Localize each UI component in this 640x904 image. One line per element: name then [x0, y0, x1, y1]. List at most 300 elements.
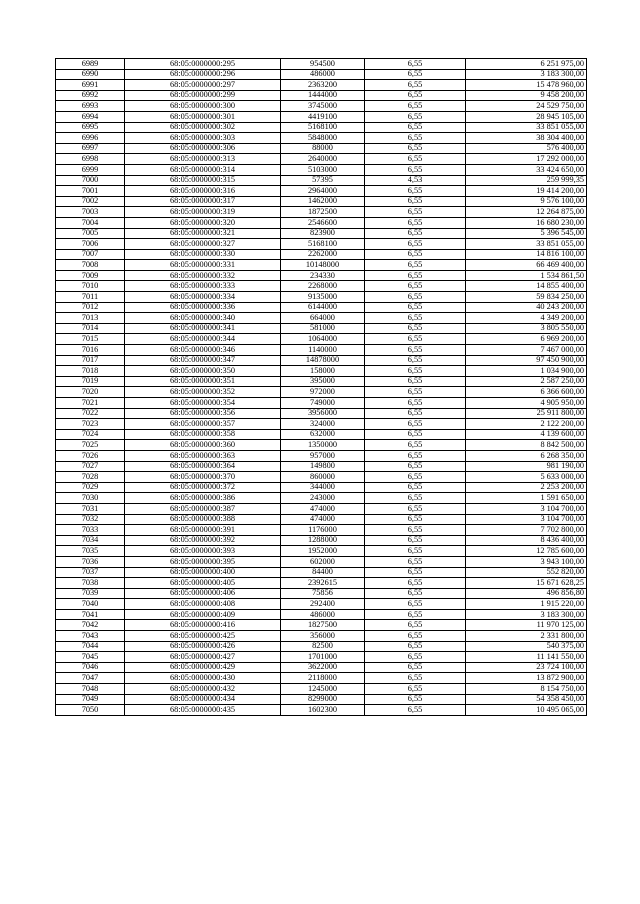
rate-cell: 6,55: [365, 154, 466, 165]
table-row: [56, 525, 587, 536]
table-row: [56, 482, 587, 493]
area-cell: 1701000: [281, 652, 365, 663]
table-row: [56, 249, 587, 260]
cadastral-number-cell: 68:05:0000000:364: [125, 461, 281, 472]
rate-cell: 6,55: [365, 302, 466, 313]
cadastral-number-cell: 68:05:0000000:434: [125, 694, 281, 705]
cadastral-number-cell: 68:05:0000000:427: [125, 652, 281, 663]
table-body: [56, 59, 587, 716]
table-row: [56, 302, 587, 313]
cadastral-number-cell: 68:05:0000000:341: [125, 323, 281, 334]
amount-cell: 981 190,00: [466, 461, 587, 472]
table-row: [56, 503, 587, 514]
area-cell: 3745000: [281, 101, 365, 112]
area-cell: 292400: [281, 599, 365, 610]
rate-cell: 6,55: [365, 207, 466, 218]
table-row: [56, 164, 587, 175]
cadastral-number-cell: 68:05:0000000:435: [125, 705, 281, 716]
cadastral-number-cell: 68:05:0000000:344: [125, 334, 281, 345]
cadastral-number-cell: 68:05:0000000:331: [125, 260, 281, 271]
rate-cell: 6,55: [365, 546, 466, 557]
table-row: [56, 154, 587, 165]
amount-cell: 16 680 230,00: [466, 217, 587, 228]
area-cell: 1350000: [281, 440, 365, 451]
amount-cell: 97 450 900,00: [466, 355, 587, 366]
cadastral-number-cell: 68:05:0000000:351: [125, 376, 281, 387]
row-number-cell: 7007: [56, 249, 125, 260]
area-cell: 344000: [281, 482, 365, 493]
rate-cell: 6,55: [365, 345, 466, 356]
amount-cell: 259 999,35: [466, 175, 587, 186]
amount-cell: 66 469 400,00: [466, 260, 587, 271]
rate-cell: 6,55: [365, 429, 466, 440]
cadastral-number-cell: 68:05:0000000:302: [125, 122, 281, 133]
amount-cell: 14 816 100,00: [466, 249, 587, 260]
rate-cell: 6,55: [365, 609, 466, 620]
area-cell: 1952000: [281, 546, 365, 557]
table-row: [56, 546, 587, 557]
area-cell: 1245000: [281, 684, 365, 695]
rate-cell: 6,55: [365, 323, 466, 334]
row-number-cell: 6998: [56, 154, 125, 165]
table-row: [56, 196, 587, 207]
cadastral-number-cell: 68:05:0000000:320: [125, 217, 281, 228]
amount-cell: 7 702 800,00: [466, 525, 587, 536]
rate-cell: 4,53: [365, 175, 466, 186]
amount-cell: 6 251 975,00: [466, 59, 587, 70]
cadastral-number-cell: 68:05:0000000:358: [125, 429, 281, 440]
area-cell: 4419100: [281, 111, 365, 122]
rate-cell: 6,55: [365, 408, 466, 419]
table-row: [56, 101, 587, 112]
table-row: [56, 345, 587, 356]
amount-cell: 5 396 545,00: [466, 228, 587, 239]
area-cell: 234330: [281, 270, 365, 281]
cadastral-number-cell: 68:05:0000000:416: [125, 620, 281, 631]
table-row: [56, 535, 587, 546]
area-cell: 1288000: [281, 535, 365, 546]
row-number-cell: 7037: [56, 567, 125, 578]
area-cell: 1064000: [281, 334, 365, 345]
rate-cell: 6,55: [365, 122, 466, 133]
row-number-cell: 7049: [56, 694, 125, 705]
table-row: [56, 567, 587, 578]
cadastral-number-cell: 68:05:0000000:346: [125, 345, 281, 356]
row-number-cell: 7043: [56, 631, 125, 642]
cadastral-number-cell: 68:05:0000000:363: [125, 450, 281, 461]
rate-cell: 6,55: [365, 631, 466, 642]
area-cell: 972000: [281, 387, 365, 398]
amount-cell: 54 358 450,00: [466, 694, 587, 705]
rate-cell: 6,55: [365, 440, 466, 451]
cadastral-number-cell: 68:05:0000000:391: [125, 525, 281, 536]
table-row: [56, 281, 587, 292]
table-row: [56, 408, 587, 419]
row-number-cell: 7004: [56, 217, 125, 228]
amount-cell: 2 331 800,00: [466, 631, 587, 642]
row-number-cell: 7041: [56, 609, 125, 620]
table-row: [56, 90, 587, 101]
area-cell: 749000: [281, 398, 365, 409]
amount-cell: 40 243 200,00: [466, 302, 587, 313]
row-number-cell: 7009: [56, 270, 125, 281]
cadastral-number-cell: 68:05:0000000:372: [125, 482, 281, 493]
cadastral-number-cell: 68:05:0000000:333: [125, 281, 281, 292]
table-row: [56, 419, 587, 430]
rate-cell: 6,55: [365, 599, 466, 610]
row-number-cell: 7012: [56, 302, 125, 313]
rate-cell: 6,55: [365, 80, 466, 91]
table-row: [56, 599, 587, 610]
rate-cell: 6,55: [365, 334, 466, 345]
parcel-table: [55, 58, 587, 716]
row-number-cell: 7036: [56, 556, 125, 567]
rate-cell: 6,55: [365, 535, 466, 546]
cadastral-number-cell: 68:05:0000000:429: [125, 662, 281, 673]
table-row: [56, 461, 587, 472]
table-row: [56, 641, 587, 652]
row-number-cell: 7030: [56, 493, 125, 504]
amount-cell: 59 834 250,00: [466, 292, 587, 303]
table-row: [56, 694, 587, 705]
area-cell: 1872500: [281, 207, 365, 218]
row-number-cell: 7014: [56, 323, 125, 334]
table-row: [56, 69, 587, 80]
table-row: [56, 514, 587, 525]
area-cell: 2268000: [281, 281, 365, 292]
row-number-cell: 7006: [56, 239, 125, 250]
rate-cell: 6,55: [365, 90, 466, 101]
area-cell: 82500: [281, 641, 365, 652]
area-cell: 860000: [281, 472, 365, 483]
row-number-cell: 7002: [56, 196, 125, 207]
cadastral-number-cell: 68:05:0000000:319: [125, 207, 281, 218]
area-cell: 158000: [281, 366, 365, 377]
amount-cell: 6 268 350,00: [466, 450, 587, 461]
area-cell: 474000: [281, 503, 365, 514]
rate-cell: 6,55: [365, 376, 466, 387]
amount-cell: 6 366 600,00: [466, 387, 587, 398]
row-number-cell: 7018: [56, 366, 125, 377]
row-number-cell: 7048: [56, 684, 125, 695]
row-number-cell: 7044: [56, 641, 125, 652]
area-cell: 3956000: [281, 408, 365, 419]
rate-cell: 6,55: [365, 461, 466, 472]
amount-cell: 496 856,80: [466, 588, 587, 599]
rate-cell: 6,55: [365, 652, 466, 663]
table-row: [56, 673, 587, 684]
table-row: [56, 292, 587, 303]
cadastral-number-cell: 68:05:0000000:352: [125, 387, 281, 398]
table-row: [56, 387, 587, 398]
area-cell: 2546600: [281, 217, 365, 228]
cadastral-number-cell: 68:05:0000000:405: [125, 578, 281, 589]
row-number-cell: 7000: [56, 175, 125, 186]
row-number-cell: 7017: [56, 355, 125, 366]
table-row: [56, 705, 587, 716]
amount-cell: 25 911 800,00: [466, 408, 587, 419]
cadastral-number-cell: 68:05:0000000:301: [125, 111, 281, 122]
cadastral-number-cell: 68:05:0000000:316: [125, 186, 281, 197]
rate-cell: 6,55: [365, 228, 466, 239]
cadastral-number-cell: 68:05:0000000:296: [125, 69, 281, 80]
rate-cell: 6,55: [365, 556, 466, 567]
cadastral-number-cell: 68:05:0000000:332: [125, 270, 281, 281]
area-cell: 2262000: [281, 249, 365, 260]
cadastral-number-cell: 68:05:0000000:354: [125, 398, 281, 409]
table-row: [56, 122, 587, 133]
cadastral-number-cell: 68:05:0000000:387: [125, 503, 281, 514]
area-cell: 84400: [281, 567, 365, 578]
rate-cell: 6,55: [365, 270, 466, 281]
row-number-cell: 7021: [56, 398, 125, 409]
rate-cell: 6,55: [365, 313, 466, 324]
rate-cell: 6,55: [365, 514, 466, 525]
area-cell: 1827500: [281, 620, 365, 631]
amount-cell: 28 945 105,00: [466, 111, 587, 122]
rate-cell: 6,55: [365, 493, 466, 504]
amount-cell: 3 104 700,00: [466, 514, 587, 525]
cadastral-number-cell: 68:05:0000000:392: [125, 535, 281, 546]
cadastral-number-cell: 68:05:0000000:313: [125, 154, 281, 165]
amount-cell: 1 591 650,00: [466, 493, 587, 504]
row-number-cell: 7025: [56, 440, 125, 451]
cadastral-number-cell: 68:05:0000000:317: [125, 196, 281, 207]
row-number-cell: 7010: [56, 281, 125, 292]
row-number-cell: 7038: [56, 578, 125, 589]
row-number-cell: 7011: [56, 292, 125, 303]
row-number-cell: 7022: [56, 408, 125, 419]
rate-cell: 6,55: [365, 472, 466, 483]
rate-cell: 6,55: [365, 111, 466, 122]
amount-cell: 9 458 200,00: [466, 90, 587, 101]
row-number-cell: 7003: [56, 207, 125, 218]
row-number-cell: 7020: [56, 387, 125, 398]
table-row: [56, 429, 587, 440]
rate-cell: 6,55: [365, 419, 466, 430]
amount-cell: 33 851 055,00: [466, 122, 587, 133]
amount-cell: 2 122 200,00: [466, 419, 587, 430]
table-row: [56, 609, 587, 620]
cadastral-number-cell: 68:05:0000000:300: [125, 101, 281, 112]
table-row: [56, 472, 587, 483]
row-number-cell: 7033: [56, 525, 125, 536]
area-cell: 243000: [281, 493, 365, 504]
rate-cell: 6,55: [365, 662, 466, 673]
row-number-cell: 7034: [56, 535, 125, 546]
rate-cell: 6,55: [365, 641, 466, 652]
area-cell: 5168100: [281, 122, 365, 133]
area-cell: 5168100: [281, 239, 365, 250]
table-row: [56, 217, 587, 228]
rate-cell: 6,55: [365, 620, 466, 631]
amount-cell: 552 820,00: [466, 567, 587, 578]
rate-cell: 6,55: [365, 196, 466, 207]
cadastral-number-cell: 68:05:0000000:386: [125, 493, 281, 504]
amount-cell: 12 785 600,00: [466, 546, 587, 557]
amount-cell: 8 436 400,00: [466, 535, 587, 546]
row-number-cell: 7042: [56, 620, 125, 631]
rate-cell: 6,55: [365, 578, 466, 589]
area-cell: 2964000: [281, 186, 365, 197]
row-number-cell: 7032: [56, 514, 125, 525]
row-number-cell: 7046: [56, 662, 125, 673]
amount-cell: 11 141 550,00: [466, 652, 587, 663]
rate-cell: 6,55: [365, 482, 466, 493]
row-number-cell: 7040: [56, 599, 125, 610]
area-cell: 1140000: [281, 345, 365, 356]
row-number-cell: 7026: [56, 450, 125, 461]
area-cell: 75856: [281, 588, 365, 599]
row-number-cell: 7029: [56, 482, 125, 493]
area-cell: 486000: [281, 69, 365, 80]
amount-cell: 9 576 100,00: [466, 196, 587, 207]
table-row: [56, 186, 587, 197]
cadastral-number-cell: 68:05:0000000:314: [125, 164, 281, 175]
row-number-cell: 6989: [56, 59, 125, 70]
amount-cell: 3 943 100,00: [466, 556, 587, 567]
amount-cell: 4 139 600,00: [466, 429, 587, 440]
table-row: [56, 631, 587, 642]
cadastral-number-cell: 68:05:0000000:334: [125, 292, 281, 303]
cadastral-number-cell: 68:05:0000000:356: [125, 408, 281, 419]
amount-cell: 33 424 650,00: [466, 164, 587, 175]
area-cell: 356000: [281, 631, 365, 642]
row-number-cell: 6999: [56, 164, 125, 175]
amount-cell: 33 851 055,00: [466, 239, 587, 250]
area-cell: 5103000: [281, 164, 365, 175]
area-cell: 2118000: [281, 673, 365, 684]
cadastral-number-cell: 68:05:0000000:425: [125, 631, 281, 642]
area-cell: 14878000: [281, 355, 365, 366]
cadastral-number-cell: 68:05:0000000:400: [125, 567, 281, 578]
row-number-cell: 7019: [56, 376, 125, 387]
amount-cell: 2 253 200,00: [466, 482, 587, 493]
rate-cell: 6,55: [365, 249, 466, 260]
amount-cell: 15 671 628,25: [466, 578, 587, 589]
rate-cell: 6,55: [365, 186, 466, 197]
rate-cell: 6,55: [365, 398, 466, 409]
amount-cell: 24 529 750,00: [466, 101, 587, 112]
table-row: [56, 270, 587, 281]
rate-cell: 6,55: [365, 164, 466, 175]
cadastral-number-cell: 68:05:0000000:408: [125, 599, 281, 610]
row-number-cell: 7035: [56, 546, 125, 557]
row-number-cell: 7047: [56, 673, 125, 684]
area-cell: 149800: [281, 461, 365, 472]
table-row: [56, 578, 587, 589]
amount-cell: 3 104 700,00: [466, 503, 587, 514]
cadastral-number-cell: 68:05:0000000:350: [125, 366, 281, 377]
table-row: [56, 556, 587, 567]
row-number-cell: 7015: [56, 334, 125, 345]
cadastral-number-cell: 68:05:0000000:393: [125, 546, 281, 557]
area-cell: 954500: [281, 59, 365, 70]
amount-cell: 1 534 861,50: [466, 270, 587, 281]
table-row: [56, 80, 587, 91]
table-row: [56, 239, 587, 250]
rate-cell: 6,55: [365, 69, 466, 80]
rate-cell: 6,55: [365, 673, 466, 684]
row-number-cell: 7008: [56, 260, 125, 271]
area-cell: 1444000: [281, 90, 365, 101]
rate-cell: 6,55: [365, 355, 466, 366]
cadastral-number-cell: 68:05:0000000:432: [125, 684, 281, 695]
rate-cell: 6,55: [365, 450, 466, 461]
rate-cell: 6,55: [365, 101, 466, 112]
rate-cell: 6,55: [365, 217, 466, 228]
area-cell: 8299000: [281, 694, 365, 705]
rate-cell: 6,55: [365, 684, 466, 695]
amount-cell: 4 905 950,00: [466, 398, 587, 409]
area-cell: 324000: [281, 419, 365, 430]
table-row: [56, 111, 587, 122]
row-number-cell: 6995: [56, 122, 125, 133]
cadastral-number-cell: 68:05:0000000:295: [125, 59, 281, 70]
cadastral-number-cell: 68:05:0000000:299: [125, 90, 281, 101]
table-row: [56, 376, 587, 387]
cadastral-number-cell: 68:05:0000000:370: [125, 472, 281, 483]
row-number-cell: 7005: [56, 228, 125, 239]
amount-cell: 2 587 250,00: [466, 376, 587, 387]
cadastral-number-cell: 68:05:0000000:340: [125, 313, 281, 324]
amount-cell: 17 292 000,00: [466, 154, 587, 165]
area-cell: 5848000: [281, 133, 365, 144]
amount-cell: 11 970 125,00: [466, 620, 587, 631]
row-number-cell: 6994: [56, 111, 125, 122]
rate-cell: 6,55: [365, 525, 466, 536]
area-cell: 474000: [281, 514, 365, 525]
row-number-cell: 6993: [56, 101, 125, 112]
table-row: [56, 133, 587, 144]
rate-cell: 6,55: [365, 143, 466, 154]
amount-cell: 576 400,00: [466, 143, 587, 154]
row-number-cell: 7027: [56, 461, 125, 472]
amount-cell: 12 264 875,00: [466, 207, 587, 218]
area-cell: 1602300: [281, 705, 365, 716]
table-row: [56, 59, 587, 70]
area-cell: 88000: [281, 143, 365, 154]
area-cell: 632000: [281, 429, 365, 440]
rate-cell: 6,55: [365, 705, 466, 716]
amount-cell: 3 183 300,00: [466, 609, 587, 620]
table-row: [56, 175, 587, 186]
table-row: [56, 620, 587, 631]
cadastral-number-cell: 68:05:0000000:360: [125, 440, 281, 451]
rate-cell: 6,55: [365, 239, 466, 250]
table-row: [56, 334, 587, 345]
area-cell: 3622000: [281, 662, 365, 673]
area-cell: 2392615: [281, 578, 365, 589]
rate-cell: 6,55: [365, 281, 466, 292]
amount-cell: 7 467 000,00: [466, 345, 587, 356]
area-cell: 486000: [281, 609, 365, 620]
table-row: [56, 143, 587, 154]
table-row: [56, 323, 587, 334]
row-number-cell: 7016: [56, 345, 125, 356]
rate-cell: 6,55: [365, 292, 466, 303]
row-number-cell: 7013: [56, 313, 125, 324]
cadastral-number-cell: 68:05:0000000:409: [125, 609, 281, 620]
table-row: [56, 228, 587, 239]
rate-cell: 6,55: [365, 588, 466, 599]
amount-cell: 1 915 220,00: [466, 599, 587, 610]
area-cell: 395000: [281, 376, 365, 387]
cadastral-number-cell: 68:05:0000000:426: [125, 641, 281, 652]
area-cell: 581000: [281, 323, 365, 334]
amount-cell: 14 855 400,00: [466, 281, 587, 292]
area-cell: 6144000: [281, 302, 365, 313]
